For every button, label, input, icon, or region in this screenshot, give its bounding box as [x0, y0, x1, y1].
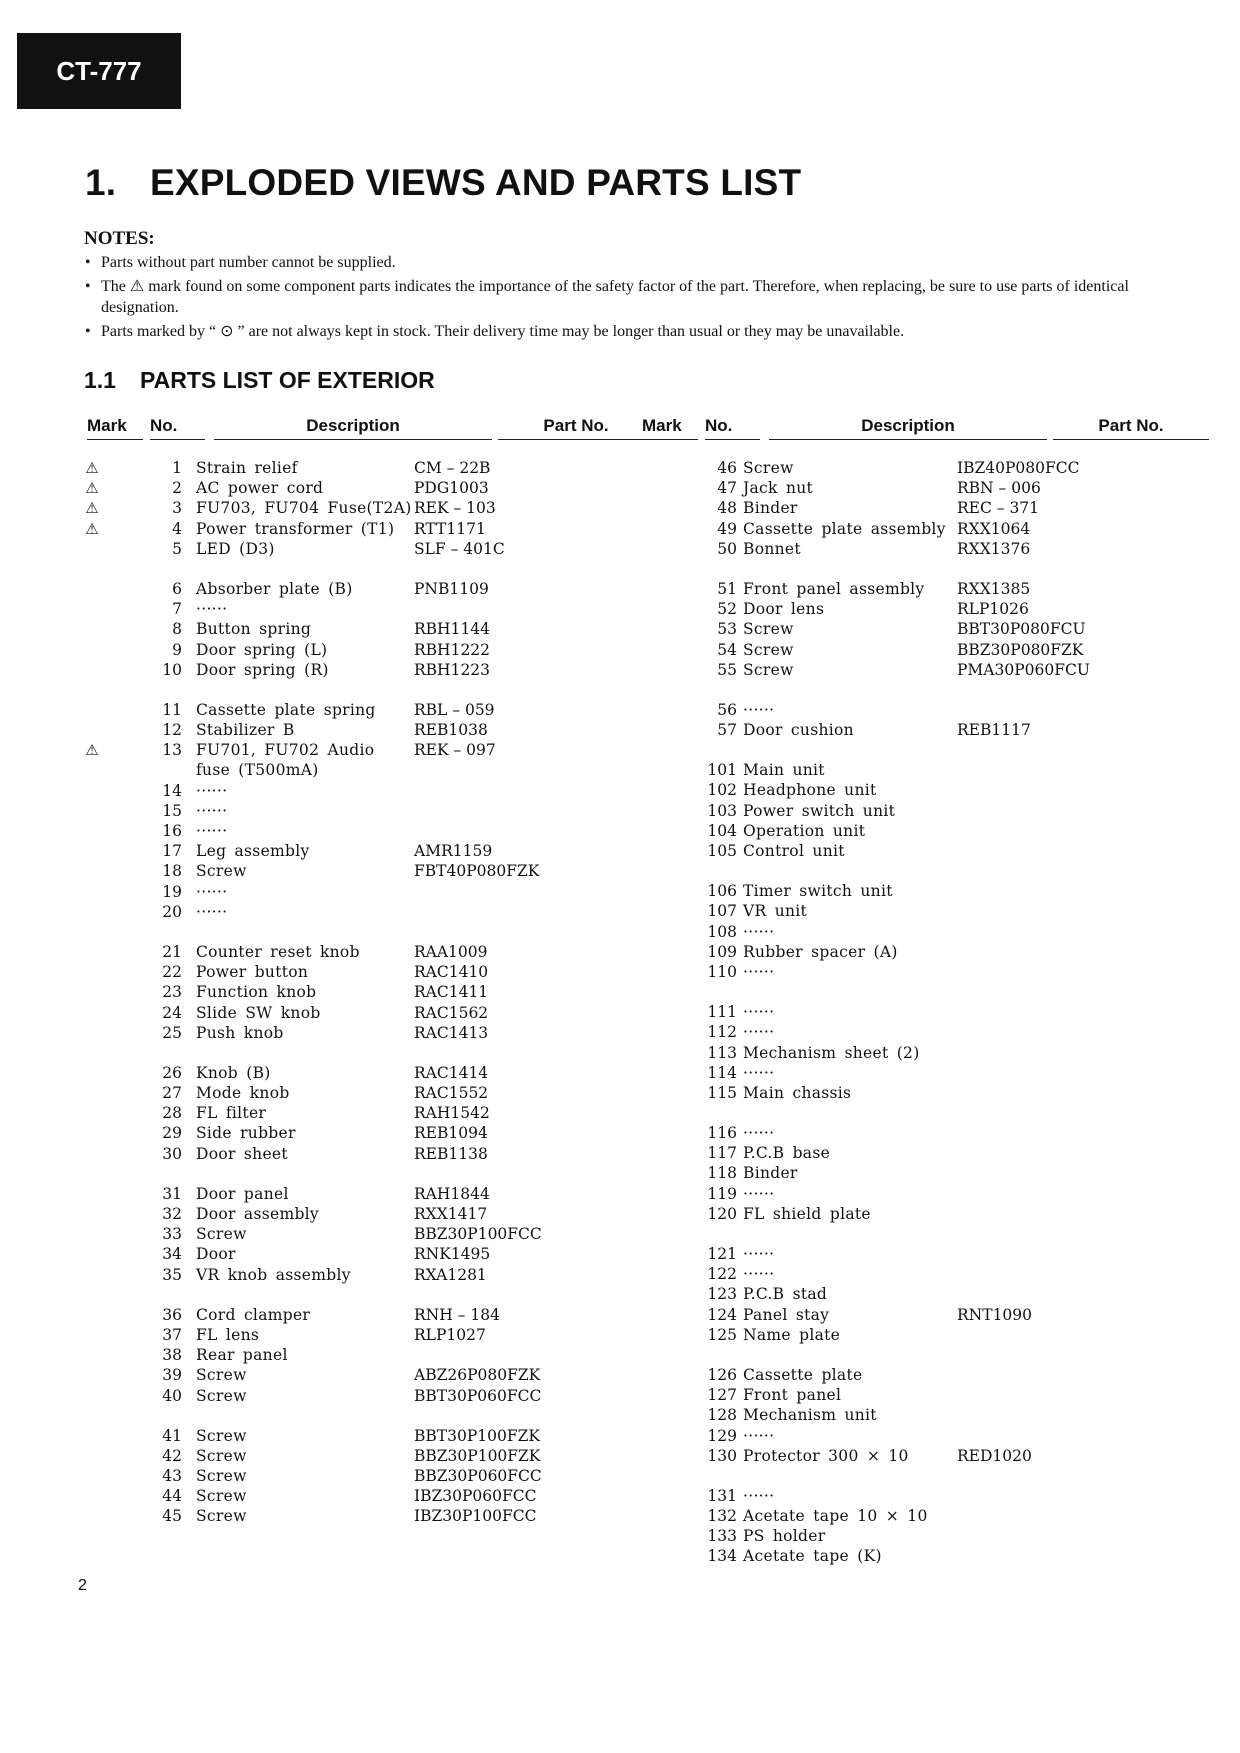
page-title-number: 1.	[85, 162, 117, 203]
part-index: 121	[707, 1245, 737, 1263]
part-description: Bonnet	[743, 539, 801, 558]
part-number: FBT40P080FZK	[414, 862, 540, 881]
part-index: 42	[162, 1446, 182, 1465]
part-description: Cassette plate assembly	[743, 519, 946, 538]
part-description: AC power cord	[196, 479, 324, 498]
part-number: RAA1009	[414, 942, 488, 961]
part-number: RAC1562	[414, 1003, 489, 1022]
part-number: RED1020	[957, 1446, 1032, 1465]
part-index: 39	[162, 1366, 182, 1385]
part-index: 13	[162, 741, 182, 760]
part-description: VR unit	[743, 902, 808, 921]
part-description: Mode knob	[196, 1084, 290, 1103]
part-index: 16	[162, 822, 182, 840]
part-description: Door spring (R)	[196, 660, 329, 679]
part-number: REB1138	[414, 1144, 488, 1163]
part-index: 124	[707, 1305, 737, 1324]
part-description: Leg assembly	[196, 842, 310, 861]
part-description: Protector 300 × 10	[743, 1446, 909, 1465]
part-index: 14	[162, 781, 182, 800]
part-index: 51	[717, 579, 737, 598]
part-index: 109	[707, 942, 737, 961]
part-number: RAC1411	[414, 983, 489, 1002]
part-index: 43	[162, 1467, 182, 1486]
part-description: Cassette plate	[743, 1365, 863, 1384]
part-index: 49	[717, 519, 737, 538]
part-description: fuse (T500mA)	[196, 761, 319, 780]
part-index: 17	[162, 842, 182, 861]
part-description: ······	[743, 700, 775, 719]
part-description: Mechanism sheet (2)	[743, 1043, 920, 1062]
part-number: ABZ26P080FZK	[414, 1366, 541, 1385]
part-description: ······	[196, 801, 228, 820]
part-description: ······	[743, 1023, 775, 1042]
part-description: Screw	[743, 459, 794, 477]
part-index: 10	[162, 660, 182, 679]
part-index: 29	[162, 1124, 182, 1143]
part-description: Acetate tape 10 × 10	[743, 1507, 928, 1526]
part-description: Screw	[196, 1426, 247, 1445]
part-index: 107	[707, 902, 737, 921]
part-index: 12	[162, 721, 182, 740]
part-description: Door lens	[743, 600, 825, 619]
part-index: 50	[717, 539, 737, 558]
part-index: 57	[717, 721, 737, 740]
part-number: RBH1144	[414, 620, 491, 639]
part-index: 122	[707, 1265, 737, 1284]
model-badge	[17, 33, 181, 109]
part-index: 53	[717, 620, 737, 639]
part-index: 130	[707, 1446, 737, 1465]
part-number: BBZ30P080FZK	[957, 640, 1084, 659]
safety-mark-icon: ⚠	[85, 459, 99, 477]
part-index: 4	[172, 519, 182, 538]
part-index: 56	[717, 700, 737, 719]
column-header-description: Description	[769, 416, 1047, 440]
part-description: Screw	[743, 660, 794, 679]
part-description: Screw	[196, 1467, 247, 1486]
part-number: RNT1090	[957, 1305, 1033, 1324]
part-description: Power switch unit	[743, 801, 896, 820]
part-number: RLP1027	[414, 1325, 486, 1344]
part-description: FL filter	[196, 1104, 267, 1123]
part-description: Power transformer (T1)	[196, 519, 395, 538]
part-description: Panel stay	[743, 1305, 830, 1324]
part-description: P.C.B stad	[743, 1285, 828, 1304]
part-index: 31	[162, 1184, 182, 1203]
part-index: 7	[172, 600, 182, 619]
part-description: Headphone unit	[743, 781, 877, 800]
part-description: Main unit	[743, 761, 825, 780]
part-number: REC – 371	[957, 499, 1040, 518]
part-index: 28	[162, 1104, 182, 1123]
column-header-no: No.	[705, 416, 760, 440]
part-description: Door spring (L)	[196, 640, 328, 659]
part-index: 115	[707, 1083, 737, 1102]
part-number: SLF – 401C	[414, 539, 505, 558]
part-description: Function knob	[196, 983, 317, 1002]
part-index: 103	[707, 801, 737, 820]
part-description: Binder	[743, 499, 798, 518]
part-index: 117	[707, 1144, 737, 1163]
part-number: RAC1552	[414, 1084, 489, 1103]
part-number: AMR1159	[414, 842, 493, 861]
part-description: Screw	[196, 1225, 247, 1244]
page-title	[85, 162, 801, 204]
part-index: 134	[707, 1547, 737, 1566]
part-description: Slide SW knob	[196, 1003, 321, 1022]
part-number: RLP1026	[957, 600, 1029, 619]
part-number: RXX1385	[957, 579, 1031, 598]
page-title-text: EXPLODED VIEWS AND PARTS LIST	[150, 162, 802, 203]
part-index: 106	[707, 882, 737, 901]
part-description: LED (D3)	[196, 539, 275, 558]
note-text: Parts marked by “ ⊙ ” are not always kept in stock. Their delivery time may be longer than usual or they may be unavailable.	[101, 323, 905, 340]
part-index: 1	[172, 459, 182, 477]
part-description: Button spring	[196, 620, 312, 639]
part-description: ······	[743, 1265, 775, 1284]
column-header-part-no: Part No.	[1053, 416, 1209, 440]
part-number: RXX1417	[414, 1205, 488, 1223]
part-number: PMA30P060FCU	[957, 660, 1090, 679]
part-description: Mechanism unit	[743, 1406, 877, 1425]
part-index: 110	[707, 962, 737, 981]
part-description: Screw	[196, 1386, 247, 1405]
section-title	[84, 367, 435, 394]
part-number: RBN – 006	[957, 479, 1041, 498]
model-name: CT-777	[56, 55, 142, 86]
part-description: Strain relief	[196, 459, 298, 477]
part-index: 40	[162, 1386, 182, 1405]
note-text: The ⚠ mark found on some component parts indicates the importance of the safety factor of the part. Therefore, when replacing, be sure to use parts of identical designation.	[101, 278, 1129, 316]
part-description: ······	[196, 781, 228, 800]
part-index: 108	[707, 922, 737, 941]
part-number: RAC1414	[414, 1063, 489, 1082]
part-number: IBZ30P060FCC	[414, 1487, 537, 1506]
part-description: Screw	[196, 1366, 247, 1385]
part-number: BBZ30P100FCC	[414, 1225, 542, 1244]
part-number: RAH1542	[414, 1104, 490, 1123]
note-item	[84, 276, 1134, 318]
part-description: Power button	[196, 963, 309, 982]
part-index: 24	[162, 1003, 182, 1022]
part-description: Screw	[743, 640, 794, 659]
part-description: Main chassis	[743, 1083, 852, 1102]
part-description: PS holder	[743, 1527, 826, 1546]
part-description: ······	[743, 1426, 775, 1445]
part-index: 26	[162, 1063, 182, 1082]
part-description: ······	[743, 1184, 775, 1203]
part-description: Counter reset knob	[196, 942, 360, 961]
part-description: P.C.B base	[743, 1144, 831, 1163]
part-description: ······	[743, 1124, 775, 1143]
part-description: ······	[196, 600, 228, 619]
safety-mark-icon: ⚠	[85, 741, 99, 760]
part-number: RAC1410	[414, 963, 489, 982]
part-number: PNB1109	[414, 579, 489, 598]
part-index: 101	[707, 761, 737, 780]
part-index: 27	[162, 1084, 182, 1103]
part-number: REB1117	[957, 721, 1031, 740]
part-description: FU701, FU702 Audio	[196, 741, 375, 760]
part-description: Stabilizer B	[196, 721, 295, 740]
part-index: 48	[717, 499, 737, 518]
part-description: ······	[196, 902, 228, 921]
part-number: RTT1171	[414, 519, 486, 538]
part-index: 33	[162, 1225, 182, 1244]
column-header-mark: Mark	[642, 416, 698, 440]
part-index: 20	[162, 902, 182, 921]
bullet-icon: •	[85, 278, 91, 295]
part-index: 123	[707, 1285, 737, 1304]
note-text: Parts without part number cannot be supplied.	[101, 254, 396, 271]
part-index: 6	[172, 579, 182, 598]
part-description: ······	[743, 1486, 775, 1505]
safety-mark-icon: ⚠	[85, 519, 99, 538]
part-index: 25	[162, 1023, 182, 1042]
part-number: RBL – 059	[414, 700, 495, 719]
part-index: 132	[707, 1507, 737, 1526]
bullet-icon: •	[85, 323, 91, 340]
part-description: Screw	[196, 1446, 247, 1465]
part-index: 8	[172, 620, 182, 639]
part-description: ······	[743, 1003, 775, 1022]
part-index: 2	[172, 479, 182, 498]
part-index: 46	[717, 459, 737, 477]
notes-title: NOTES:	[84, 228, 155, 249]
part-index: 102	[707, 781, 737, 800]
part-description: Cassette plate spring	[196, 700, 376, 719]
part-index: 111	[707, 1003, 737, 1022]
part-index: 114	[707, 1063, 737, 1082]
part-description: Door sheet	[196, 1144, 288, 1163]
part-index: 5	[172, 539, 182, 558]
part-index: 112	[707, 1023, 737, 1042]
note-item	[84, 321, 1134, 342]
section-number: 1.1	[84, 367, 116, 393]
part-index: 128	[707, 1406, 737, 1425]
part-index: 113	[707, 1043, 737, 1062]
part-index: 37	[162, 1325, 182, 1344]
part-number: RBH1222	[414, 640, 491, 659]
part-index: 55	[717, 660, 737, 679]
part-number: IBZ40P080FCC	[957, 459, 1080, 477]
part-number: RAC1413	[414, 1023, 489, 1042]
part-description: Name plate	[743, 1325, 841, 1344]
part-description: Jack nut	[743, 479, 814, 498]
part-number: RXX1376	[957, 539, 1031, 558]
column-header-mark: Mark	[87, 416, 143, 440]
part-index: 54	[717, 640, 737, 659]
part-index: 35	[162, 1265, 182, 1284]
part-description: Binder	[743, 1164, 798, 1183]
part-number: RXA1281	[414, 1265, 487, 1284]
part-index: 47	[717, 479, 737, 498]
part-description: FL shield plate	[743, 1204, 871, 1223]
part-index: 36	[162, 1305, 182, 1324]
part-number: BBT30P060FCC	[414, 1386, 542, 1405]
part-description: ······	[743, 922, 775, 941]
part-description: Door	[196, 1245, 236, 1264]
part-number: RAH1844	[414, 1184, 490, 1203]
part-index: 126	[707, 1365, 737, 1384]
part-index: 3	[172, 499, 182, 518]
part-index: 34	[162, 1245, 182, 1264]
part-description: Screw	[196, 1487, 247, 1506]
part-index: 104	[707, 821, 737, 840]
part-number: BBT30P080FCU	[957, 620, 1086, 639]
part-description: Push knob	[196, 1023, 284, 1042]
part-number: REB1038	[414, 721, 488, 740]
part-description: ······	[196, 882, 228, 901]
part-index: 30	[162, 1144, 182, 1163]
part-number: BBZ30P060FCC	[414, 1467, 542, 1486]
part-index: 21	[162, 942, 182, 961]
part-index: 9	[172, 640, 182, 659]
part-index: 11	[162, 700, 182, 719]
part-number: REB1094	[414, 1124, 488, 1143]
part-number: CM – 22B	[414, 459, 491, 477]
part-index: 38	[162, 1346, 182, 1365]
column-header-description: Description	[214, 416, 492, 440]
part-description: Knob (B)	[196, 1063, 271, 1082]
section-title-text: PARTS LIST OF EXTERIOR	[140, 367, 435, 393]
part-description: Control unit	[743, 842, 845, 860]
part-description: Front panel	[743, 1386, 842, 1405]
part-number: RNH – 184	[414, 1305, 500, 1324]
part-index: 41	[162, 1426, 182, 1445]
part-number: RBH1223	[414, 660, 491, 679]
part-index: 131	[707, 1486, 737, 1505]
part-index: 15	[162, 801, 182, 820]
part-description: Door assembly	[196, 1205, 319, 1223]
notes	[84, 228, 1134, 345]
part-number: REK – 103	[414, 499, 496, 518]
part-description: Rubber spacer (A)	[743, 942, 898, 961]
part-index: 116	[707, 1124, 737, 1143]
part-number: IBZ30P100FCC	[414, 1507, 537, 1526]
part-description: Screw	[196, 862, 247, 881]
part-description: Rear panel	[196, 1346, 288, 1365]
part-index: 22	[162, 963, 182, 982]
part-index: 125	[707, 1325, 737, 1344]
part-description: Side rubber	[196, 1124, 296, 1143]
part-description: VR knob assembly	[196, 1265, 351, 1284]
part-number: BBT30P100FZK	[414, 1426, 540, 1445]
part-index: 44	[162, 1487, 182, 1506]
part-description: FL lens	[196, 1325, 260, 1344]
part-description: ······	[743, 1245, 775, 1263]
part-number: RXX1064	[957, 519, 1031, 538]
column-header-no: No.	[150, 416, 205, 440]
part-number: REK – 097	[414, 741, 496, 760]
part-description: ······	[743, 1063, 775, 1082]
part-index: 45	[162, 1507, 182, 1526]
part-index: 129	[707, 1426, 737, 1445]
part-description: Front panel assembly	[743, 579, 925, 598]
part-index: 120	[707, 1204, 737, 1223]
part-index: 118	[707, 1164, 737, 1183]
column-header-part-no: Part No.	[498, 416, 654, 440]
part-number: BBZ30P100FZK	[414, 1446, 541, 1465]
part-description: Screw	[196, 1507, 247, 1526]
note-item	[84, 252, 1134, 273]
part-description: Screw	[743, 620, 794, 639]
part-index: 119	[707, 1184, 737, 1203]
part-index: 18	[162, 862, 182, 881]
part-number: PDG1003	[414, 479, 489, 498]
safety-mark-icon: ⚠	[85, 479, 99, 498]
part-description: Door cushion	[743, 721, 854, 740]
bullet-icon: •	[85, 254, 91, 271]
part-description: Timer switch unit	[743, 882, 893, 901]
part-description: Operation unit	[743, 821, 866, 840]
part-description: Acetate tape (K)	[743, 1547, 882, 1566]
part-index: 19	[162, 882, 182, 901]
part-description: FU703, FU704 Fuse(T2A)	[196, 499, 412, 518]
part-number: RNK1495	[414, 1245, 491, 1264]
part-index: 133	[707, 1527, 737, 1546]
part-index: 127	[707, 1386, 737, 1405]
part-description: Door panel	[196, 1184, 289, 1203]
part-description: Absorber plate (B)	[196, 579, 353, 598]
part-index: 105	[707, 842, 737, 860]
part-description: ······	[743, 962, 775, 981]
page-number: 2	[78, 1577, 87, 1594]
part-index: 52	[717, 600, 737, 619]
safety-mark-icon: ⚠	[85, 499, 99, 518]
part-description: Cord clamper	[196, 1305, 311, 1324]
part-index: 23	[162, 983, 182, 1002]
part-description: ······	[196, 822, 228, 840]
part-index: 32	[162, 1205, 182, 1223]
